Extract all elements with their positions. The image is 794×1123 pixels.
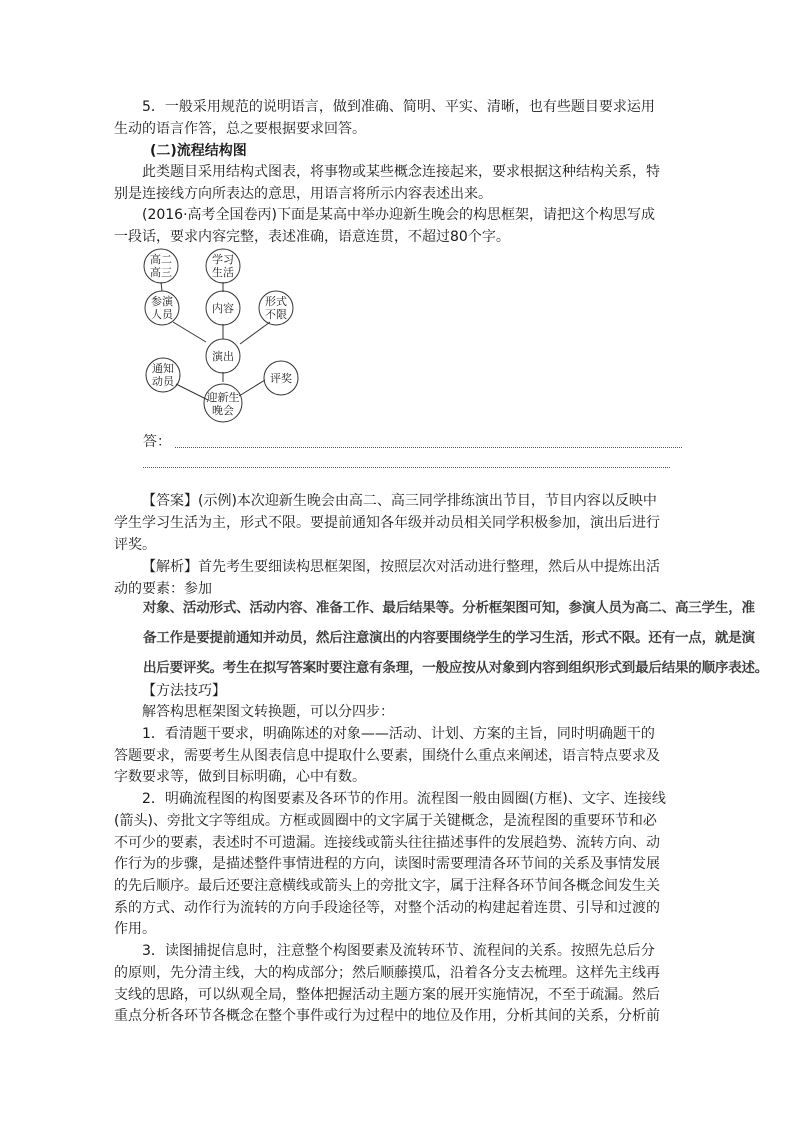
paragraph-line: 作行为的步骤，是描述整件事情进程的方向，读图时需要理清各环节间的关系及事情发展	[114, 856, 660, 872]
node-label: 不限	[265, 308, 287, 321]
edge	[176, 384, 208, 400]
node-label: 高二	[150, 253, 172, 266]
node-label: 参演	[151, 295, 173, 308]
node-label: 迎新生	[206, 391, 240, 404]
paragraph-line: (箭头)、旁批文字等组成。方框或圆圈中的文字属于关键概念，是流程图的重要环节和必	[114, 813, 657, 829]
paragraph-line: 解答构思框架图文转换题，可以分四步：	[142, 704, 394, 720]
node-label: 演出	[212, 350, 234, 363]
paragraph-line: 重点分析各环节各概念在整个事件或行为过程中的地位及作用，分析其间的关系，分析前	[114, 1008, 660, 1024]
answer-line: 【答案】(示例)本次迎新生晚会由高二、高三同学排练演出节目，节目内容以反映中	[142, 493, 657, 509]
paragraph-line: 系的方式、动作行为流转的方向手段途径等，对整个活动的构建起着连贯、引导和过渡的	[114, 900, 660, 916]
answer-line: 评奖。	[114, 537, 156, 553]
edge	[240, 322, 270, 344]
concept-diagram	[138, 244, 308, 424]
paragraph-line: 的先后顺序。最后还要注意横线或箭头上的旁批文字，属于注释各环节间各概念间发生关	[114, 878, 660, 894]
node-label: 人员	[151, 308, 173, 321]
node-label: 动员	[152, 375, 174, 388]
paragraph-line: 3．读图捕捉信息时，注意整个构图要素及流转环节、流程间的关系。按照先总后分	[142, 943, 655, 959]
edge	[239, 380, 265, 396]
edge	[173, 322, 206, 342]
paragraph-line: 5．一般采用规范的说明语言，做到准确、简明、平实、清晰，也有些题目要求运用	[142, 99, 655, 115]
node-label: 形式	[265, 295, 287, 308]
paragraph-line: 答题要求，需要考生从图表信息中提取什么要素，围绕什么重点来阐述，语言特点要求及	[114, 748, 660, 764]
answer-blank-line[interactable]	[143, 467, 670, 468]
image-text-line: 备工作是要提前通知并动员，然后注意演出的内容要围绕学生的学习生活，形式不限。还有一点，就是演	[143, 630, 755, 646]
node-label: 生活	[212, 266, 234, 279]
paragraph-line: 1．看清题干要求，明确陈述的对象——活动、计划、方案的主旨，同时明确题干的	[142, 726, 655, 742]
answer-line: 学生学习生活为主，形式不限。要提前通知各年级并动员相关同学积极参加，演出后进行	[114, 515, 660, 531]
node-label: 晚会	[212, 404, 234, 417]
analysis-line: 【解析】首先考生要细读构思框架图，按照层次对活动进行整理，然后从中提炼出活	[142, 559, 660, 575]
node-label: 学习	[212, 253, 234, 266]
paragraph-line: 别是连接线方向所表达的意思，用语言将所示内容表述出来。	[114, 186, 492, 202]
section-heading: (二)流程结构图	[150, 143, 247, 159]
paragraph-line: 字数要求等，做到目标明确，心中有数。	[114, 769, 366, 785]
answer-label: 答：	[143, 434, 171, 450]
question-line: 一段话，要求内容完整，表述准确，语意连贯，不超过80个字。	[114, 229, 510, 245]
image-text-line: 对象、活动形式、活动内容、准备工作、最后结果等。分析框架图可知，参演人员为高二、高三学生，准	[143, 600, 755, 616]
paragraph-line: 此类题目采用结构式图表，将事物或某些概念连接起来，要求根据这种结构关系，特	[142, 164, 660, 180]
paragraph-line: 作用。	[114, 921, 156, 937]
method-heading: 【方法技巧】	[142, 683, 226, 699]
node-label: 通知	[152, 362, 174, 375]
paragraph-line: 的原则，先分清主线，大的构成部分；然后顺藤摸瓜，沿着各分支去梳理。这样先主线再	[114, 965, 660, 981]
analysis-line: 动的要素：参加	[114, 581, 212, 597]
answer-blank-line[interactable]	[175, 447, 682, 448]
paragraph-line: 2．明确流程图的构图要素及各环节的作用。流程图一般由圆圈(方框)、文字、连接线	[142, 791, 666, 807]
node-label: 内容	[212, 302, 234, 315]
node-label: 高三	[150, 266, 172, 279]
paragraph-line: 生动的语言作答，总之要根据要求回答。	[114, 121, 366, 137]
paragraph-line: 支线的思路，可以纵观全局，整体把握活动主题方案的展开实施情况，不至于疏漏。然后	[114, 987, 660, 1003]
node-label: 评奖	[270, 372, 292, 385]
paragraph-line: 不可少的要素，表述时不可遗漏。连接线或箭头往往描述事件的发展趋势、流转方向、动	[114, 835, 660, 851]
image-text-line: 出后要评奖。考生在拟写答案时要注意有条理，一般应按从对象到内容到组织形式到最后结果的顺序表述。	[143, 660, 769, 676]
question-line: (2016·高考全国卷丙)下面是某高中举办迎新生晚会的构思框架，请把这个构思写成	[142, 207, 656, 223]
